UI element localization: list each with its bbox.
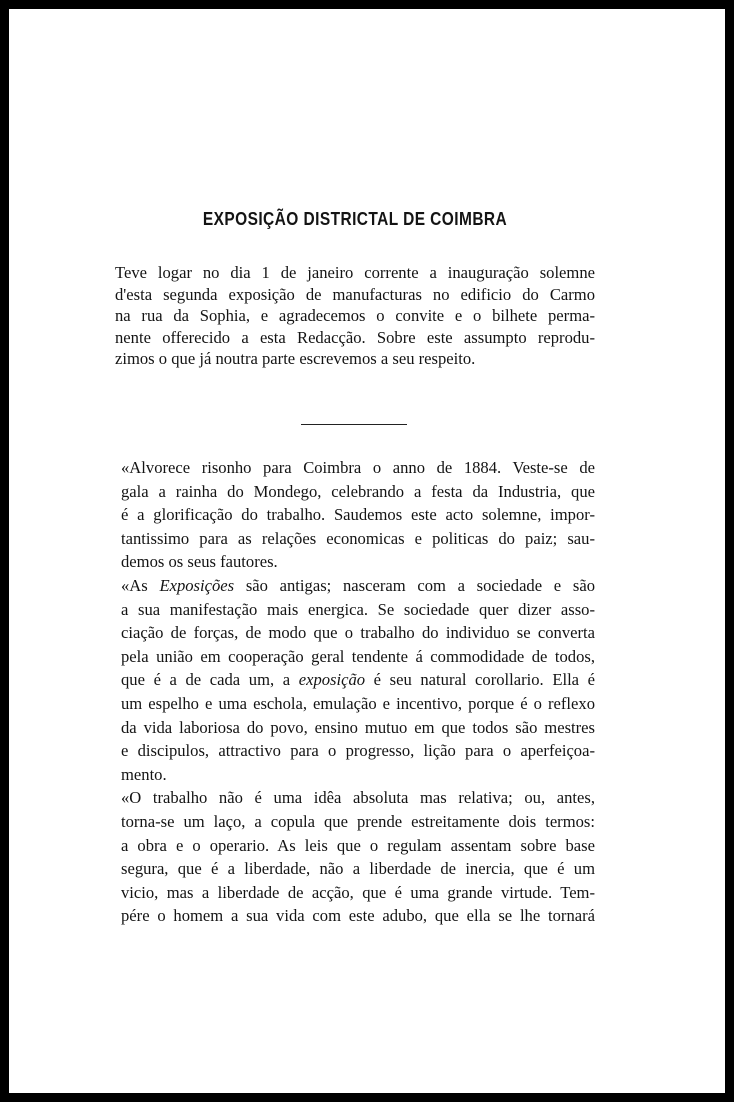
- intro-line: Teve logar no dia 1 de janeiro corrente a inauguração solemne: [115, 263, 595, 282]
- text-line: [115, 575, 595, 597]
- text-line: pére o homem a sua vida com este adubo, que ella se lhe tornará: [121, 906, 595, 926]
- text-fragment: «As: [121, 575, 160, 595]
- article-body: [115, 457, 595, 927]
- intro-line: zimos o que já noutra parte escrevemos a seu respeito.: [115, 349, 476, 369]
- text-line: [115, 669, 595, 691]
- text-line: tantissimo para as relações economicas e politicas do paiz; sau-: [121, 528, 595, 548]
- body-paragraph-1: [115, 457, 595, 573]
- text-line: um espelho e uma eschola, emulação e incentivo, porque é o reflexo: [121, 693, 595, 713]
- text-line: da vida laboriosa do povo, ensino mutuo em que todos são mestres: [121, 717, 595, 737]
- article-title: EXPOSIÇÃO DISTRICTAL DE COIMBRA: [202, 209, 508, 229]
- body-paragraph-2: [115, 575, 595, 785]
- document-page: [9, 9, 725, 1093]
- text-line: mento.: [121, 764, 167, 784]
- text-fragment: que é a de cada um, a: [121, 670, 299, 690]
- text-line: torna-se um laço, a copula que prende estreitamente dois termos:: [121, 811, 595, 831]
- italic-term: Exposições: [159, 575, 235, 595]
- text-line: segura, que é a liberdade, não a liberdade de inercia, que é um: [121, 859, 595, 879]
- page-content: [115, 9, 595, 1093]
- text-line: ciação de forças, de modo que o trabalho do individuo se converta: [121, 623, 595, 643]
- intro-line: nente offerecido a esta Redacção. Sobre este assumpto reprodu-: [115, 327, 595, 347]
- text-line: gala a rainha do Mondego, celebrando a festa da Industria, que: [121, 481, 595, 501]
- intro-line: na rua da Sophia, e agradecemos o convite e o bilhete perma-: [115, 306, 595, 326]
- body-paragraph-3: [115, 787, 595, 927]
- text-line: «O trabalho não é uma idêa absoluta mas relativa; ou, antes,: [121, 788, 595, 808]
- text-line: é a glorificação do trabalho. Saudemos este acto solemne, impor-: [121, 505, 595, 525]
- intro-paragraph: [115, 262, 595, 370]
- text-line: a obra e o operario. As leis que o regulam assentam sobre base: [121, 835, 595, 855]
- text-line: demos os seus fautores.: [121, 552, 278, 572]
- section-divider: [301, 424, 407, 425]
- text-line: «Alvorece risonho para Coimbra o anno de 1884. Veste-se de: [121, 458, 595, 477]
- text-line: e discipulos, attractivo para o progresso, lição para o aperfeiçoa-: [121, 741, 595, 761]
- text-fragment: são antigas; nasceram com a sociedade e são: [234, 575, 596, 595]
- text-fragment: é seu natural corollario. Ella é: [365, 670, 596, 690]
- intro-line: d'esta segunda exposição de manufacturas no edificio do Carmo: [115, 284, 595, 304]
- text-line: pela união em cooperação geral tendente á commodidade de todos,: [121, 646, 595, 666]
- text-line: vicio, mas a liberdade de acção, que é uma grande virtude. Tem-: [121, 882, 595, 902]
- italic-term: exposição: [298, 670, 366, 690]
- text-line: a sua manifestação mais energica. Se sociedade quer dizer asso-: [121, 599, 595, 619]
